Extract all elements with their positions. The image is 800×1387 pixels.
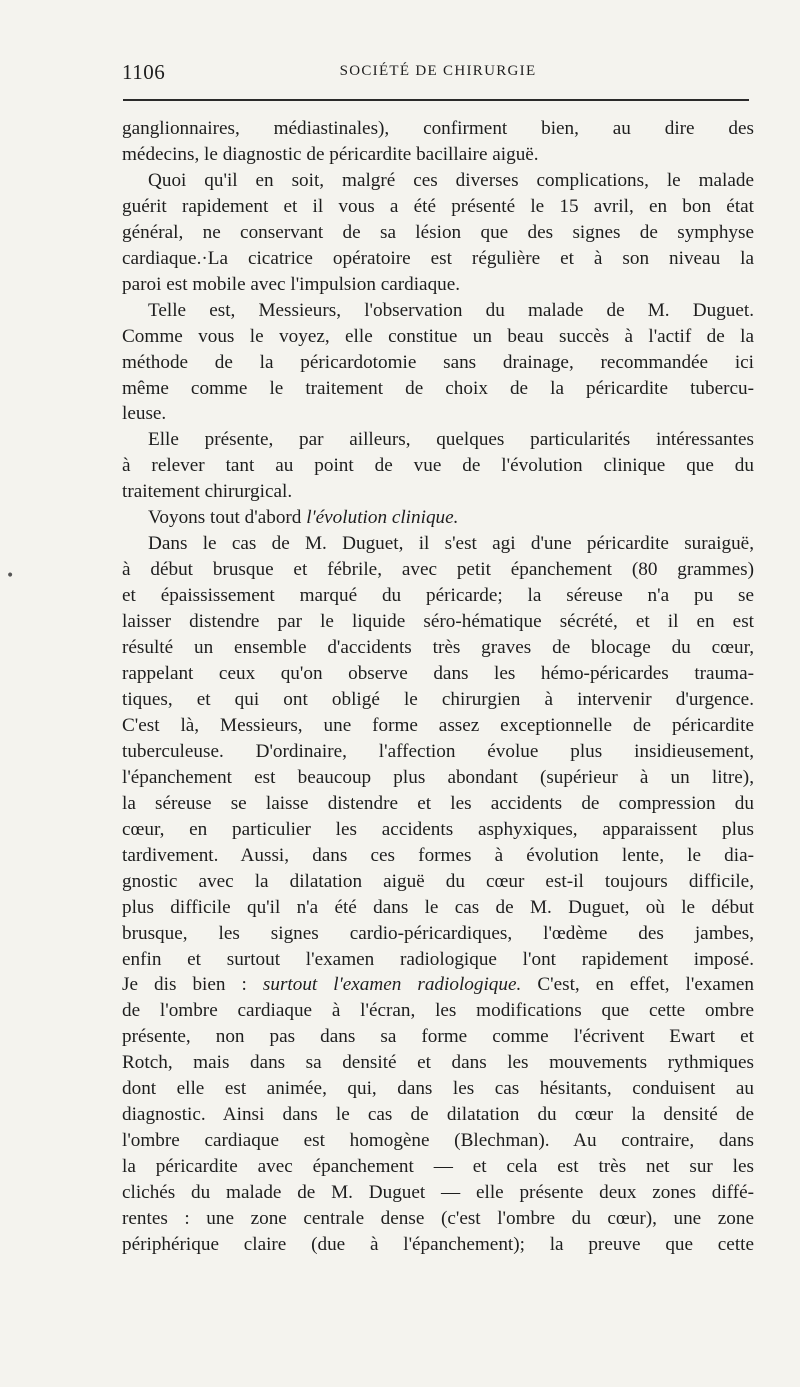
text-line: Elle présente, par ailleurs, quelques particularités intéressantes (148, 429, 754, 451)
text-line: tuberculeuse. D'ordinaire, l'affection évolue plus insidieusement, (122, 740, 754, 762)
text-line: traitement chirurgical. (122, 481, 293, 503)
text-line: leuse. (122, 403, 167, 425)
text-line (122, 972, 754, 998)
text-line: général, ne conservant de sa lésion que des signes de symphyse (122, 221, 754, 243)
text-line-start: Voyons tout d'abord (148, 507, 307, 529)
text-line: diagnostic. Ainsi dans le cas de dilatation du cœur la densité de (122, 1104, 754, 1126)
text-line: cœur, en particulier les accidents asphyxiques, apparaissent plus (122, 818, 754, 840)
text-line: présente, non pas dans sa forme comme l'écrivent Ewart et (122, 1026, 754, 1048)
text-line: brusque, les signes cardio-péricardiques, l'œdème des jambes, (122, 922, 754, 944)
italic-phrase: surtout l'examen radiologique. (262, 974, 522, 996)
text-line: à relever tant au point de vue de l'évolution clinique que du (122, 455, 754, 477)
text-line: périphérique claire (due à l'épanchement); la preuve que cette (122, 1233, 754, 1255)
text-line: Dans le cas de M. Duguet, il s'est agi d'une péricardite suraiguë, (148, 533, 754, 555)
text-line: ganglionnaires, médiastinales), confirment bien, au dire des (122, 118, 754, 139)
page-header (122, 60, 754, 90)
text-line: même comme le traitement de choix de la péricardite tubercu- (122, 377, 754, 399)
text-line: rentes : une zone centrale dense (c'est l'ombre du cœur), une zone (122, 1208, 754, 1230)
text-line: Comme vous le voyez, elle constitue un beau succès à l'actif de la (122, 325, 754, 347)
text-line: de l'ombre cardiaque à l'écran, les modifications que cette ombre (122, 1000, 754, 1022)
body-text (122, 116, 754, 1258)
text-line: plus difficile qu'il n'a été dans le cas de M. Duguet, où le début (122, 896, 754, 918)
margin-mark: • (6, 568, 15, 584)
text-line: rappelant ceux qu'on observe dans les hémo-péricardes trauma- (122, 663, 754, 685)
text-line-start: Je dis bien : (122, 974, 263, 996)
text-line: résulté un ensemble d'accidents très graves de blocage du cœur, (122, 637, 754, 659)
text-line: enfin et surtout l'examen radiologique l'ont rapidement imposé. (122, 948, 754, 970)
text-line: Rotch, mais dans sa densité et dans les mouvements rythmiques (122, 1052, 754, 1074)
text-line: laisser distendre par le liquide séro-hématique sécrété, et il en est (122, 611, 754, 633)
text-line: Telle est, Messieurs, l'observation du malade de M. Duguet. (148, 299, 754, 321)
text-line: guérit rapidement et il vous a été présenté le 15 avril, en bon état (122, 195, 754, 217)
text-line: gnostic avec la dilatation aiguë du cœur est-il toujours difficile, (122, 870, 754, 892)
text-line: dont elle est animée, qui, dans les cas hésitants, conduisent au (122, 1078, 754, 1100)
text-line: méthode de la péricardotomie sans drainage, recommandée ici (122, 351, 754, 373)
text-line: médecins, le diagnostic de péricardite bacillaire aiguë. (122, 143, 539, 165)
text-line-end: C'est, en effet, l'examen (521, 974, 754, 996)
italic-phrase: l'évolution clinique. (306, 507, 459, 529)
text-line (122, 505, 754, 531)
header-rule (123, 99, 749, 101)
text-line: et épaississement marqué du péricarde; la séreuse n'a pu se (122, 585, 754, 607)
text-line: tiques, et qui ont obligé le chirurgien à intervenir d'urgence. (122, 688, 754, 710)
text-line: C'est là, Messieurs, une forme assez exceptionnelle de péricardite (122, 714, 754, 736)
text-line: à début brusque et fébrile, avec petit épanchement (80 grammes) (122, 559, 754, 581)
text-line: tardivement. Aussi, dans ces formes à évolution lente, le dia- (122, 844, 754, 866)
text-line: l'épanchement est beaucoup plus abondant (supérieur à un litre), (122, 766, 754, 788)
text-line: cardiaque.·La cicatrice opératoire est régulière et à son niveau la (122, 247, 754, 269)
text-line: la séreuse se laisse distendre et les accidents de compression du (122, 792, 754, 814)
text-line: paroi est mobile avec l'impulsion cardiaque. (122, 273, 461, 295)
text-line: la péricardite avec épanchement — et cela est très net sur les (122, 1156, 754, 1178)
text-line: Quoi qu'il en soit, malgré ces diverses complications, le malade (148, 169, 754, 191)
page-number: 1106 (122, 60, 166, 84)
running-head: SOCIÉTÉ DE CHIRURGIE (339, 63, 537, 79)
text-line: l'ombre cardiaque est homogène (Blechman). Au contraire, dans (122, 1130, 754, 1152)
text-line: clichés du malade de M. Duguet — elle présente deux zones diffé- (122, 1182, 754, 1204)
